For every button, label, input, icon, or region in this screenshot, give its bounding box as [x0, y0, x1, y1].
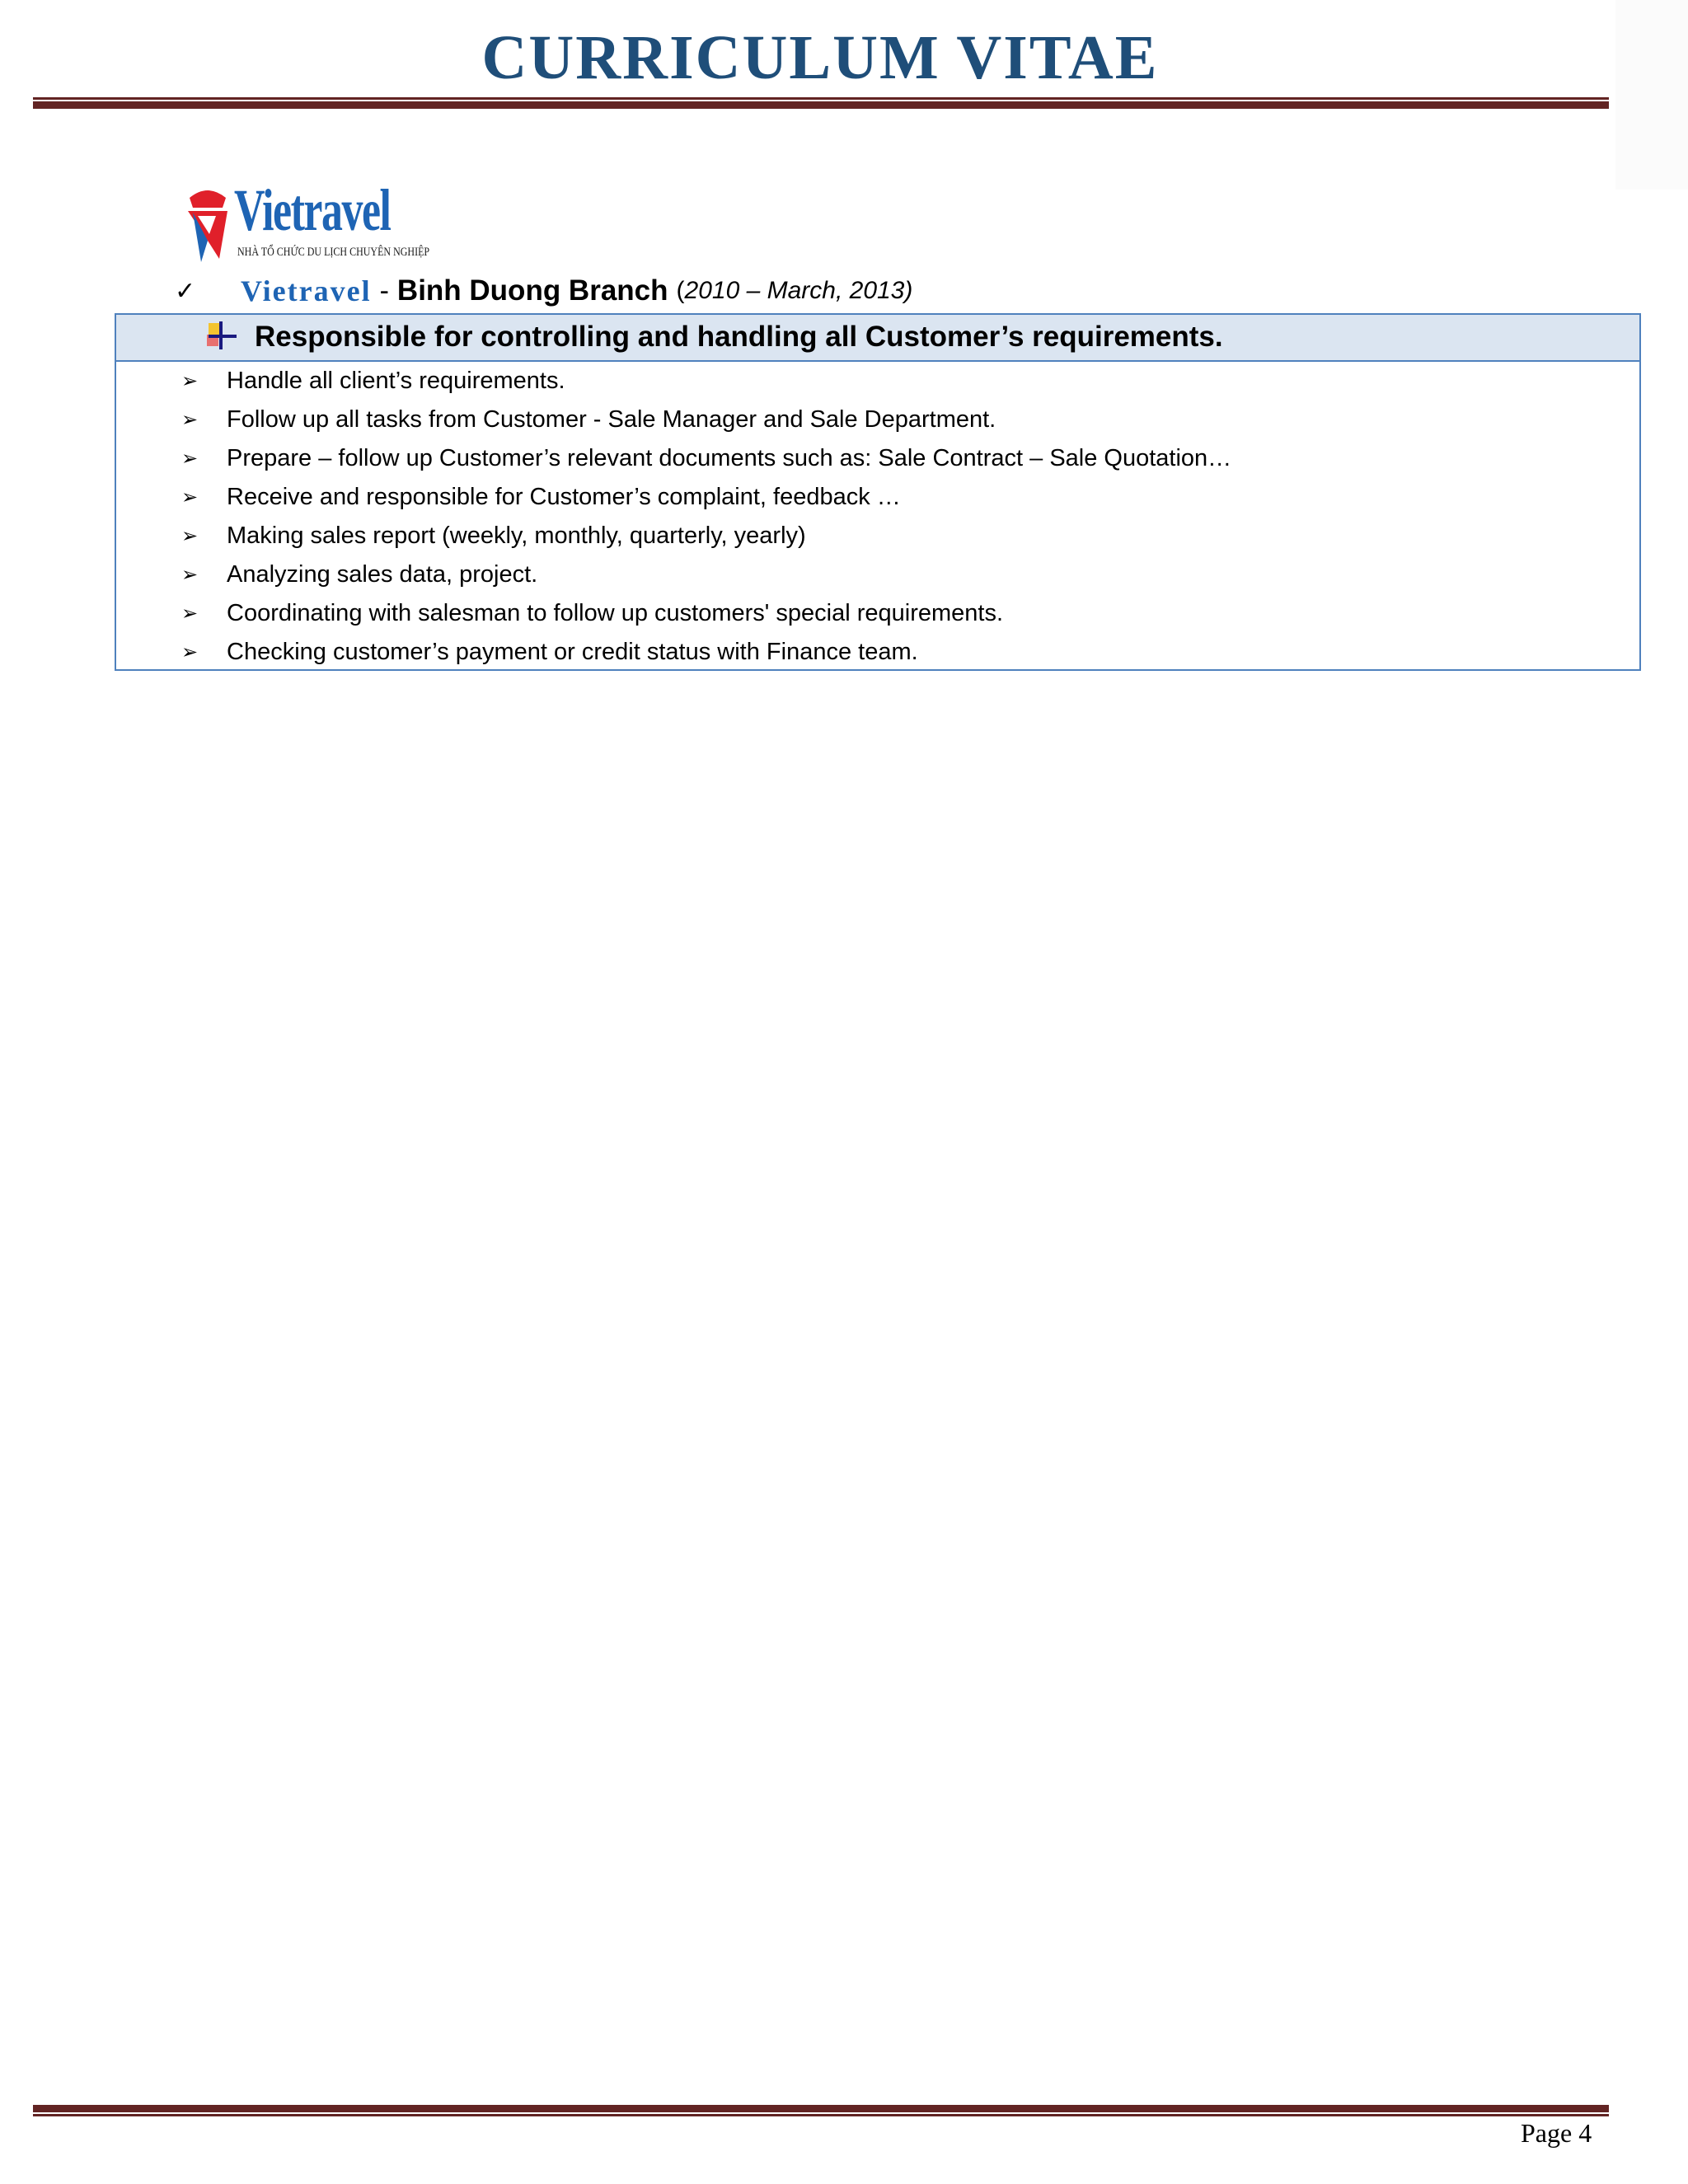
plus-bullet-icon — [205, 320, 238, 353]
task-text: Follow up all tasks from Customer - Sale Manager and Sale Department. — [227, 406, 996, 433]
header-rule — [33, 97, 1609, 109]
period-text: 2010 – March, 2013) — [684, 277, 913, 304]
company-name: Vietravel — [241, 274, 372, 307]
task-item — [116, 633, 1639, 672]
check-icon: ✓ — [175, 276, 196, 306]
task-text: Handle all client’s requirements. — [227, 368, 565, 394]
task-item — [116, 478, 1639, 517]
responsibility-box — [115, 313, 1641, 671]
task-text: Checking customer’s payment or credit status with Finance team. — [227, 639, 918, 665]
header-rule-thin — [33, 97, 1609, 100]
task-item — [116, 594, 1639, 633]
responsibility-heading: Responsible for controlling and handling all Customer’s requirements. — [255, 321, 1223, 353]
arrow-bullet-icon: ➢ — [181, 486, 199, 509]
arrow-bullet-icon: ➢ — [181, 602, 199, 625]
vietravel-emblem-icon — [183, 183, 232, 265]
page-number: Page 4 — [1521, 2118, 1592, 2148]
footer-rule-thin — [33, 2114, 1609, 2116]
period-open-paren: ( — [676, 277, 685, 304]
separator: - — [379, 274, 389, 307]
task-text: Coordinating with salesman to follow up customers' special requirements. — [227, 600, 1004, 626]
page-title: CURRICULUM VITAE — [481, 23, 1159, 92]
arrow-bullet-icon: ➢ — [181, 564, 199, 586]
job-entry — [175, 270, 912, 312]
arrow-bullet-icon: ➢ — [181, 409, 199, 431]
task-item — [116, 362, 1639, 401]
task-text: Making sales report (weekly, monthly, quarterly, yearly) — [227, 523, 806, 549]
arrow-bullet-icon: ➢ — [181, 448, 199, 470]
logo-tagline: NHÀ TỔ CHỨC DU LỊCH CHUYÊN NGHIỆP — [237, 246, 430, 259]
arrow-bullet-icon: ➢ — [181, 370, 199, 392]
task-text: Prepare – follow up Customer’s relevant documents such as: Sale Contract – Sale Quotation… — [227, 445, 1232, 471]
header-rule-thick — [33, 101, 1609, 109]
logo-wordmark: Vietravel — [234, 177, 391, 243]
vietravel-logo — [183, 177, 430, 265]
task-item — [116, 439, 1639, 478]
arrow-bullet-icon: ➢ — [181, 641, 199, 663]
task-item — [116, 401, 1639, 439]
branch-name: Binh Duong Branch — [396, 274, 668, 307]
task-list — [116, 362, 1639, 672]
responsibility-header — [116, 315, 1639, 362]
employment-period — [677, 277, 913, 305]
task-item — [116, 555, 1639, 594]
footer-rule-thick — [33, 2105, 1609, 2112]
footer-rule — [33, 2105, 1609, 2116]
task-item — [116, 517, 1639, 555]
arrow-bullet-icon: ➢ — [181, 525, 199, 547]
task-text: Analyzing sales data, project. — [227, 561, 538, 588]
task-text: Receive and responsible for Customer’s complaint, feedback … — [227, 484, 901, 510]
